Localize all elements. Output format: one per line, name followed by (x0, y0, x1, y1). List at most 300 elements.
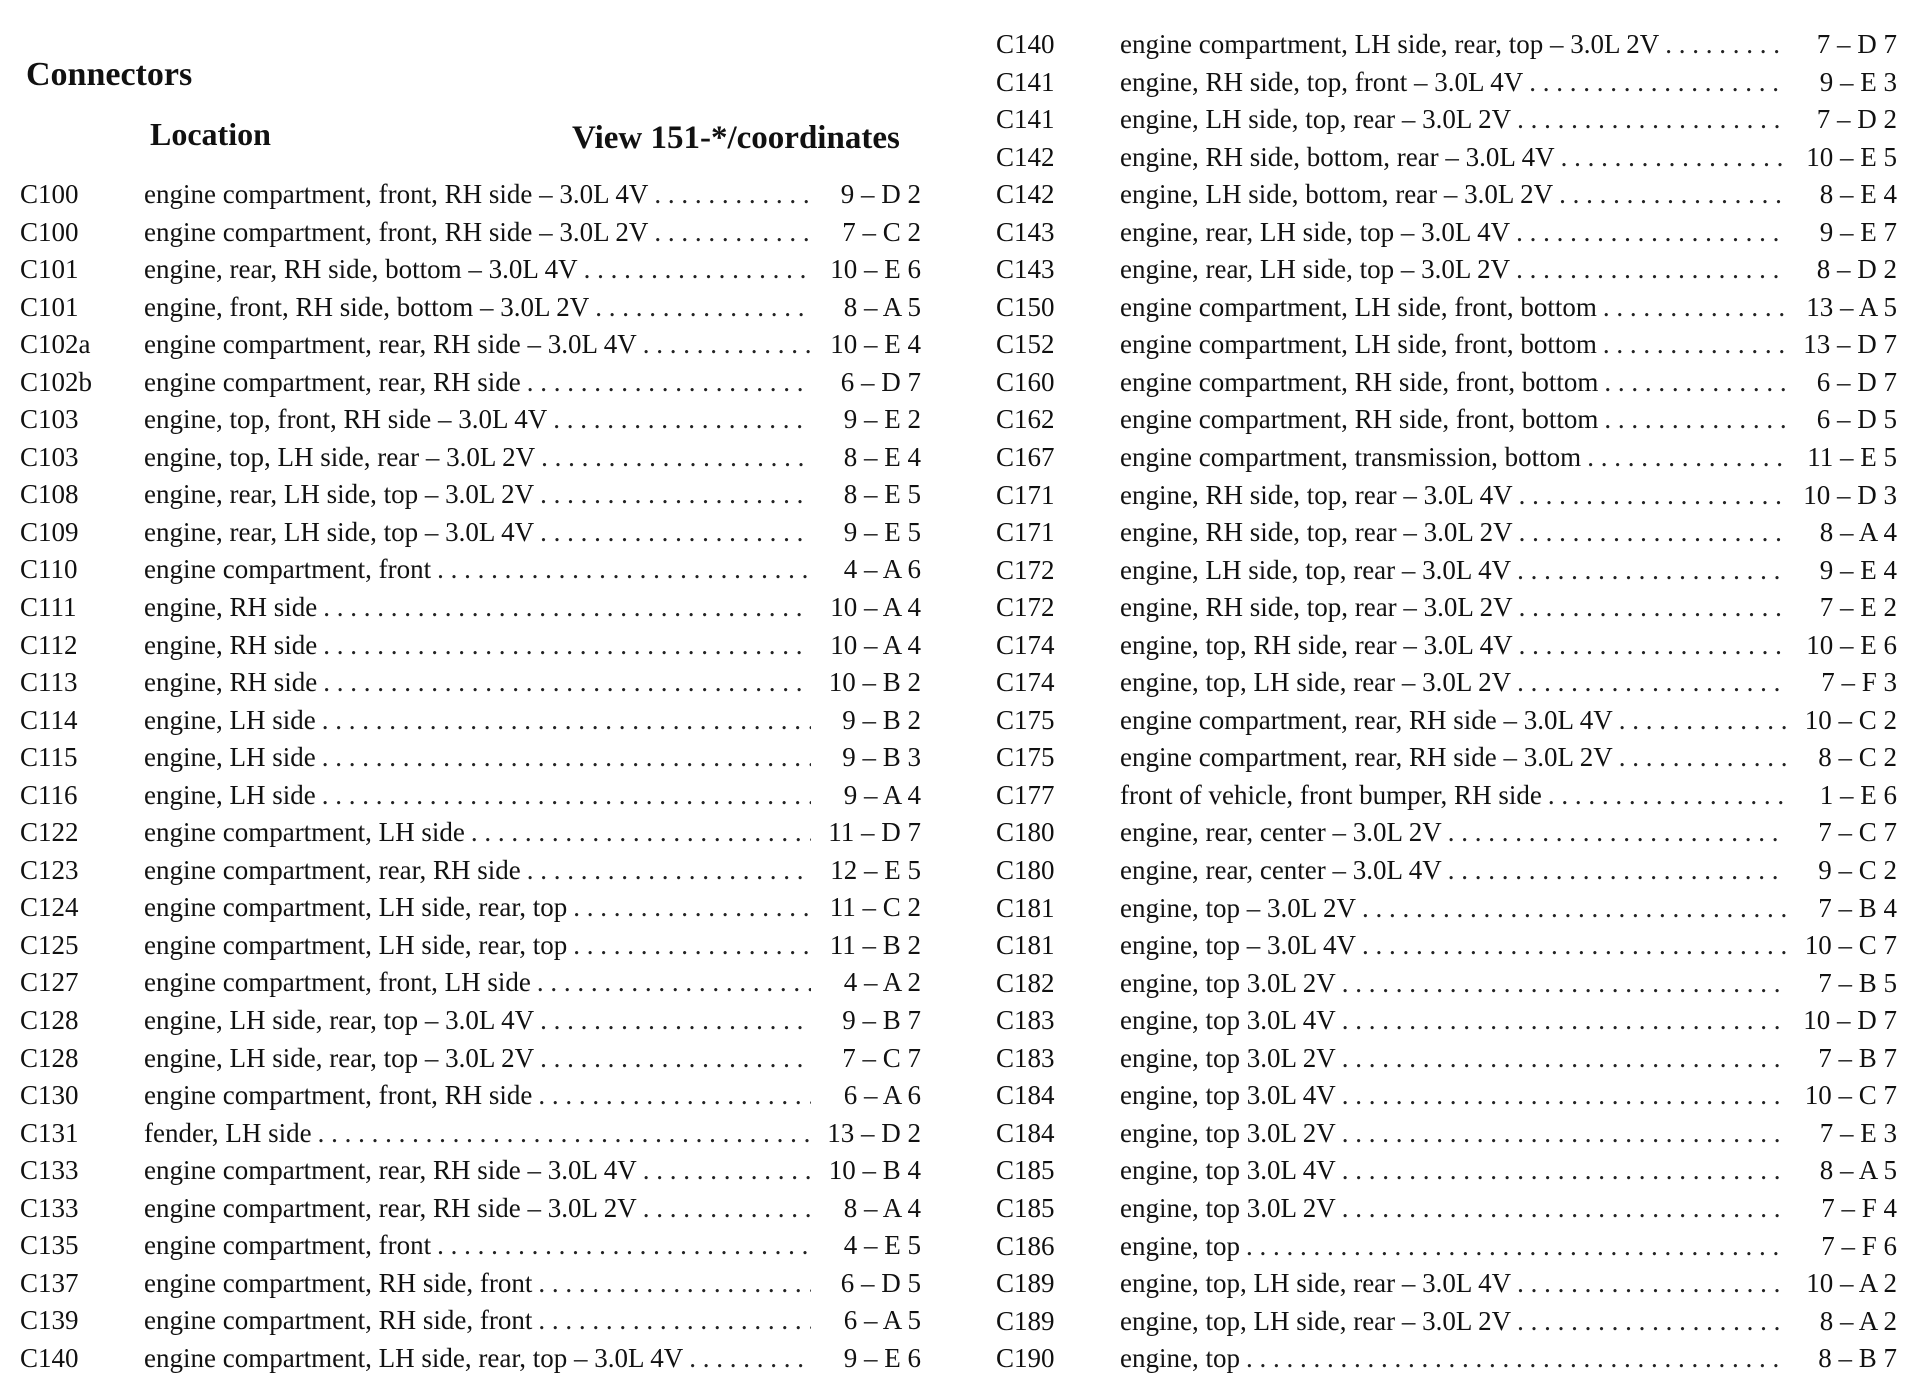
location-cell (1120, 664, 1787, 702)
dot-leader (643, 1190, 811, 1228)
location-text: engine compartment, LH side, rear, top – 3.0L 2V (1120, 29, 1660, 59)
location-text: engine compartment, RH side, front, bottom (1120, 404, 1599, 435)
table-row (996, 1190, 1906, 1228)
view-coordinates: 7 – F 3 (1821, 667, 1897, 698)
connector-id: C184 (996, 1080, 1055, 1111)
dot-leader (1517, 1303, 1787, 1341)
dot-leader (1517, 1265, 1787, 1303)
connector-id: C139 (20, 1305, 79, 1336)
location-text: engine, rear, center – 3.0L 4V (1120, 855, 1442, 886)
location-cell (1120, 1152, 1787, 1190)
connector-id: C100 (20, 179, 79, 209)
dot-leader (1603, 326, 1787, 364)
table-row (20, 439, 930, 477)
connector-id: C160 (996, 366, 1055, 397)
view-coordinates: 7 – D 2 (1816, 104, 1897, 135)
table-row (996, 552, 1906, 590)
location-cell (1120, 589, 1787, 627)
location-text: engine compartment, LH side (144, 817, 465, 848)
location-text: engine, RH side (144, 592, 318, 623)
connector-id: C101 (20, 254, 79, 285)
table-row (996, 1002, 1906, 1040)
dot-leader (1342, 965, 1787, 1003)
table-row (996, 702, 1906, 740)
location-text: engine compartment, front, RH side (144, 1080, 533, 1111)
location-text: engine, RH side, top, rear – 3.0L 2V (1120, 592, 1513, 623)
connector-id: C175 (996, 742, 1055, 773)
table-row (20, 1077, 930, 1115)
connector-id: C175 (996, 704, 1055, 735)
location-cell (144, 551, 811, 589)
view-coordinates: 12 – E 5 (830, 854, 921, 885)
view-coordinates: 1 – E 6 (1819, 779, 1897, 810)
dot-leader (538, 1077, 811, 1115)
connector-id: C110 (20, 554, 78, 585)
location-text: engine compartment, front, RH side – 3.0L 2V (144, 216, 649, 247)
location-text: engine compartment, rear, RH side – 3.0L 2V (1120, 742, 1613, 773)
table-row (20, 852, 930, 890)
view-coordinates: 7 – C 7 (842, 1042, 921, 1073)
table-row (20, 739, 930, 777)
view-coordinates: 6 – A 5 (843, 1305, 921, 1336)
view-coordinates: 11 – D 7 (828, 817, 921, 848)
location-cell (144, 1040, 811, 1078)
location-text: engine compartment, transmission, bottom (1120, 442, 1582, 473)
location-cell (144, 364, 811, 402)
view-coordinates: 10 – A 4 (830, 592, 921, 623)
connector-id: C101 (20, 291, 79, 322)
table-row (20, 927, 930, 965)
table-row (20, 814, 930, 852)
location-cell (1120, 1340, 1787, 1378)
table-row (996, 1115, 1906, 1153)
location-cell (1120, 702, 1787, 740)
dot-leader (322, 702, 811, 740)
view-coordinates: 9 – E 7 (1819, 216, 1897, 247)
view-coordinates: 6 – A 6 (843, 1080, 921, 1111)
table-row (20, 326, 930, 364)
dot-leader (323, 627, 811, 665)
view-coordinates: 4 – A 6 (843, 554, 921, 585)
connector-id: C133 (20, 1192, 79, 1223)
location-cell (144, 1265, 811, 1303)
table-row (20, 1227, 930, 1265)
location-cell (1120, 1265, 1787, 1303)
connector-id: C128 (20, 1042, 79, 1073)
dot-leader (538, 1302, 811, 1340)
location-text: engine compartment, rear, RH side – 3.0L 4V (1120, 704, 1613, 735)
dot-leader (1587, 439, 1787, 477)
dot-leader (471, 814, 811, 852)
dot-leader (437, 1227, 811, 1265)
location-text: engine, LH side, rear, top – 3.0L 2V (144, 1042, 535, 1073)
dot-leader (1517, 101, 1787, 139)
connector-id: C102a (20, 329, 91, 360)
location-text: engine, RH side (144, 629, 318, 660)
location-text: engine, top – 3.0L 2V (1120, 892, 1356, 923)
connector-id: C183 (996, 1005, 1055, 1036)
location-text: engine compartment, rear, RH side – 3.0L 4V (144, 1155, 637, 1186)
location-text: engine, front, RH side, bottom – 3.0L 2V (144, 291, 590, 322)
location-cell (1120, 1040, 1787, 1078)
location-text: engine, rear, LH side, top – 3.0L 4V (1120, 216, 1511, 247)
table-row (20, 1115, 930, 1153)
dot-leader (1342, 1190, 1787, 1228)
table-row (996, 664, 1906, 702)
view-coordinates: 7 – E 2 (1819, 592, 1897, 623)
view-coordinates: 10 – C 7 (1804, 1080, 1897, 1111)
dot-leader (538, 1265, 811, 1303)
table-row (996, 326, 1906, 364)
view-coordinates: 9 – C 2 (1818, 855, 1897, 886)
view-coordinates: 13 – D 2 (827, 1117, 921, 1148)
dot-leader (573, 927, 811, 965)
view-coordinates: 7 – F 6 (1821, 1230, 1897, 1261)
view-coordinates: 8 – A 4 (1819, 517, 1897, 548)
view-coordinates: 8 – A 5 (1819, 1155, 1897, 1186)
connector-id: C140 (996, 29, 1055, 59)
location-cell (1120, 439, 1787, 477)
table-row (996, 739, 1906, 777)
table-row (20, 777, 930, 815)
location-cell (1120, 927, 1787, 965)
connector-id: C162 (996, 404, 1055, 435)
location-text: engine, top 3.0L 2V (1120, 1192, 1336, 1223)
table-row (20, 401, 930, 439)
view-coordinates: 4 – A 2 (843, 967, 921, 998)
connector-id: C141 (996, 104, 1055, 135)
dot-leader (1619, 739, 1787, 777)
location-text: engine, LH side, top, rear – 3.0L 4V (1120, 554, 1512, 585)
dot-leader (1246, 1340, 1787, 1378)
dot-leader (654, 176, 811, 214)
location-cell (144, 889, 811, 927)
view-coordinates: 7 – E 3 (1819, 1117, 1897, 1148)
location-text: engine, LH side (144, 779, 316, 810)
view-coordinates: 10 – C 2 (1804, 704, 1897, 735)
location-text: engine compartment, LH side, rear, top (144, 892, 568, 923)
connector-id: C142 (996, 179, 1055, 210)
table-row (20, 589, 930, 627)
table-row (20, 627, 930, 665)
location-cell (144, 664, 811, 702)
dot-leader (1342, 1152, 1787, 1190)
location-text: engine, RH side, top, front – 3.0L 4V (1120, 66, 1524, 97)
table-row (20, 1152, 930, 1190)
connector-list-right (996, 26, 1906, 1378)
dot-leader (1342, 1002, 1787, 1040)
location-cell (144, 739, 811, 777)
table-row (20, 1302, 930, 1340)
view-coordinates: 6 – D 5 (840, 1267, 921, 1298)
location-text: engine compartment, rear, RH side (144, 854, 521, 885)
view-coordinates: 10 – B 4 (828, 1155, 921, 1186)
table-row (20, 364, 930, 402)
location-text: engine, rear, LH side, top – 3.0L 2V (1120, 254, 1511, 285)
view-coordinates: 10 – D 3 (1803, 479, 1897, 510)
dot-leader (1559, 176, 1787, 214)
location-cell (1120, 1002, 1787, 1040)
dot-leader (553, 401, 811, 439)
dot-leader (1362, 927, 1787, 965)
table-row (996, 965, 1906, 1003)
location-cell (1120, 477, 1787, 515)
location-cell (1120, 627, 1787, 665)
dot-leader (1561, 139, 1787, 177)
location-text: engine, LH side (144, 704, 316, 735)
table-row (996, 1152, 1906, 1190)
connector-id: C174 (996, 629, 1055, 660)
table-row (996, 214, 1906, 252)
view-coordinates: 7 – B 5 (1818, 967, 1897, 998)
location-text: engine, top 3.0L 4V (1120, 1080, 1336, 1111)
location-text: engine, top, LH side, rear – 3.0L 2V (1120, 667, 1512, 698)
dot-leader (654, 214, 811, 252)
dot-leader (1448, 852, 1787, 890)
connector-id: C177 (996, 779, 1055, 810)
location-cell (1120, 890, 1787, 928)
view-coordinates-column-header: View 151-*/coordinates (572, 120, 900, 156)
view-coordinates: 11 – E 5 (1807, 442, 1897, 473)
dot-leader (540, 1040, 811, 1078)
connector-id: C143 (996, 254, 1055, 285)
view-coordinates: 7 – F 4 (1821, 1192, 1897, 1223)
table-row (20, 514, 930, 552)
dot-leader (1519, 589, 1787, 627)
view-coordinates: 4 – E 5 (843, 1230, 921, 1261)
view-coordinates: 9 – D 2 (840, 179, 921, 209)
connector-id: C181 (996, 892, 1055, 923)
dot-leader (1519, 477, 1787, 515)
dot-leader (1448, 814, 1787, 852)
location-text: engine compartment, front (144, 554, 432, 585)
dot-leader (643, 326, 811, 364)
dot-leader (1665, 26, 1787, 64)
dot-leader (1603, 289, 1787, 327)
table-row (996, 26, 1906, 64)
view-coordinates: 9 – B 7 (842, 1005, 921, 1036)
location-cell (1120, 739, 1787, 777)
table-row (20, 1265, 930, 1303)
table-row (20, 251, 930, 289)
location-text: engine, top 3.0L 4V (1120, 1005, 1336, 1036)
table-row (996, 1040, 1906, 1078)
connector-id: C103 (20, 441, 79, 472)
connector-id: C142 (996, 141, 1055, 172)
connector-id: C115 (20, 742, 78, 773)
location-cell (144, 514, 811, 552)
location-cell (1120, 289, 1787, 327)
table-row (20, 476, 930, 514)
view-coordinates: 9 – E 4 (1819, 554, 1897, 585)
table-row (996, 589, 1906, 627)
view-coordinates: 8 – D 2 (1816, 254, 1897, 285)
connector-id: C114 (20, 704, 78, 735)
location-cell (144, 439, 811, 477)
location-text: engine, top 3.0L 2V (1120, 1117, 1336, 1148)
view-coordinates: 10 – E 4 (830, 329, 921, 360)
location-cell (1120, 1115, 1787, 1153)
location-text: engine, top, LH side, rear – 3.0L 2V (144, 441, 536, 472)
location-cell (1120, 26, 1787, 64)
table-row (996, 139, 1906, 177)
table-row (996, 176, 1906, 214)
dot-leader (1516, 214, 1787, 252)
table-row (996, 401, 1906, 439)
connector-id: C128 (20, 1005, 79, 1036)
connector-id: C183 (996, 1042, 1055, 1073)
location-cell (144, 852, 811, 890)
connector-id: C113 (20, 667, 78, 698)
location-text: engine compartment, LH side, front, bottom (1120, 329, 1597, 360)
connector-id: C184 (996, 1117, 1055, 1148)
connector-id: C190 (996, 1343, 1055, 1374)
dot-leader (1246, 1228, 1787, 1266)
table-row (996, 1340, 1906, 1378)
table-row (20, 551, 930, 589)
view-coordinates: 8 – A 5 (843, 291, 921, 322)
dot-leader (643, 1152, 811, 1190)
location-cell (1120, 814, 1787, 852)
view-coordinates: 11 – C 2 (829, 892, 921, 923)
dot-leader (689, 1340, 811, 1378)
view-coordinates: 13 – D 7 (1803, 329, 1897, 360)
location-cell (1120, 777, 1787, 815)
view-coordinates: 9 – E 3 (1819, 66, 1897, 97)
location-cell (1120, 176, 1787, 214)
dot-leader (527, 364, 811, 402)
dot-leader (437, 551, 811, 589)
location-cell (1120, 251, 1787, 289)
table-row (20, 1190, 930, 1228)
location-text: engine, rear, LH side, top – 3.0L 2V (144, 479, 535, 510)
location-cell (1120, 1303, 1787, 1341)
dot-leader (1517, 664, 1787, 702)
view-coordinates: 6 – D 7 (1816, 366, 1897, 397)
location-text: engine, LH side, rear, top – 3.0L 4V (144, 1005, 535, 1036)
location-cell (144, 777, 811, 815)
location-text: engine, rear, RH side, bottom – 3.0L 4V (144, 254, 578, 285)
location-text: engine compartment, rear, RH side (144, 366, 521, 397)
location-text: engine compartment, LH side, rear, top – 3.0L 4V (144, 1342, 684, 1373)
dot-leader (318, 1115, 811, 1153)
location-cell (1120, 1228, 1787, 1266)
dot-leader (323, 589, 811, 627)
dot-leader (323, 664, 811, 702)
view-coordinates: 9 – A 4 (843, 779, 921, 810)
location-cell (144, 476, 811, 514)
table-row (996, 101, 1906, 139)
connector-id: C181 (996, 930, 1055, 961)
dot-leader (573, 889, 811, 927)
connector-id: C185 (996, 1155, 1055, 1186)
table-row (996, 1077, 1906, 1115)
location-cell (144, 702, 811, 740)
location-cell (144, 589, 811, 627)
location-cell (144, 1152, 811, 1190)
dot-leader (1342, 1040, 1787, 1078)
connector-id: C130 (20, 1080, 79, 1111)
location-cell (1120, 139, 1787, 177)
location-cell (144, 1227, 811, 1265)
dot-leader (1529, 64, 1787, 102)
connector-id: C103 (20, 404, 79, 435)
connector-id: C172 (996, 554, 1055, 585)
connector-id: C122 (20, 817, 79, 848)
dot-leader (322, 777, 811, 815)
dot-leader (527, 852, 811, 890)
table-row (996, 64, 1906, 102)
table-row (996, 1303, 1906, 1341)
view-coordinates: 8 – C 2 (1818, 742, 1897, 773)
location-text: engine, RH side, bottom, rear – 3.0L 4V (1120, 141, 1555, 172)
location-text: engine, top 3.0L 2V (1120, 1042, 1336, 1073)
location-text: engine compartment, rear, RH side – 3.0L 2V (144, 1192, 637, 1223)
view-coordinates: 8 – B 7 (1818, 1343, 1897, 1374)
view-coordinates: 7 – B 4 (1818, 892, 1897, 923)
location-text: engine, top 3.0L 4V (1120, 1155, 1336, 1186)
location-cell (144, 176, 811, 214)
table-row (996, 364, 1906, 402)
location-cell (144, 251, 811, 289)
table-row (20, 176, 930, 214)
location-text: engine, top (1120, 1230, 1240, 1261)
view-coordinates: 9 – B 3 (842, 742, 921, 773)
location-text: engine, LH side, top, rear – 3.0L 2V (1120, 104, 1512, 135)
location-text: engine compartment, front (144, 1230, 432, 1261)
view-coordinates: 10 – A 2 (1806, 1268, 1897, 1299)
connector-id: C172 (996, 592, 1055, 623)
location-cell (144, 1340, 811, 1378)
table-row (996, 890, 1906, 928)
location-cell (1120, 852, 1787, 890)
view-coordinates: 10 – E 6 (830, 254, 921, 285)
location-text: front of vehicle, front bumper, RH side (1120, 779, 1542, 810)
location-cell (1120, 965, 1787, 1003)
view-coordinates: 13 – A 5 (1806, 291, 1897, 322)
connector-id: C180 (996, 855, 1055, 886)
location-text: engine, top, LH side, rear – 3.0L 2V (1120, 1305, 1512, 1336)
location-text: engine compartment, rear, RH side – 3.0L 4V (144, 329, 637, 360)
table-row (996, 852, 1906, 890)
location-text: engine, top, front, RH side – 3.0L 4V (144, 404, 548, 435)
view-coordinates: 10 – D 7 (1803, 1005, 1897, 1036)
view-coordinates: 10 – A 4 (830, 629, 921, 660)
dot-leader (1548, 777, 1787, 815)
location-cell (144, 1302, 811, 1340)
location-text: engine, top – 3.0L 4V (1120, 930, 1356, 961)
connector-id: C150 (996, 291, 1055, 322)
dot-leader (537, 964, 811, 1002)
location-cell (144, 1077, 811, 1115)
connector-id: C116 (20, 779, 78, 810)
view-coordinates: 10 – E 5 (1806, 141, 1897, 172)
connector-id: C102b (20, 366, 93, 397)
location-cell (1120, 401, 1787, 439)
connector-id: C180 (996, 817, 1055, 848)
location-cell (1120, 326, 1787, 364)
connector-id: C135 (20, 1230, 79, 1261)
table-row (20, 702, 930, 740)
dot-leader (1362, 890, 1787, 928)
view-coordinates: 6 – D 5 (1816, 404, 1897, 435)
dot-leader (322, 739, 811, 777)
view-coordinates: 10 – E 6 (1806, 629, 1897, 660)
location-cell (144, 1190, 811, 1228)
view-coordinates: 10 – B 2 (828, 667, 921, 698)
location-text: engine compartment, RH side, front (144, 1267, 533, 1298)
location-cell (144, 927, 811, 965)
